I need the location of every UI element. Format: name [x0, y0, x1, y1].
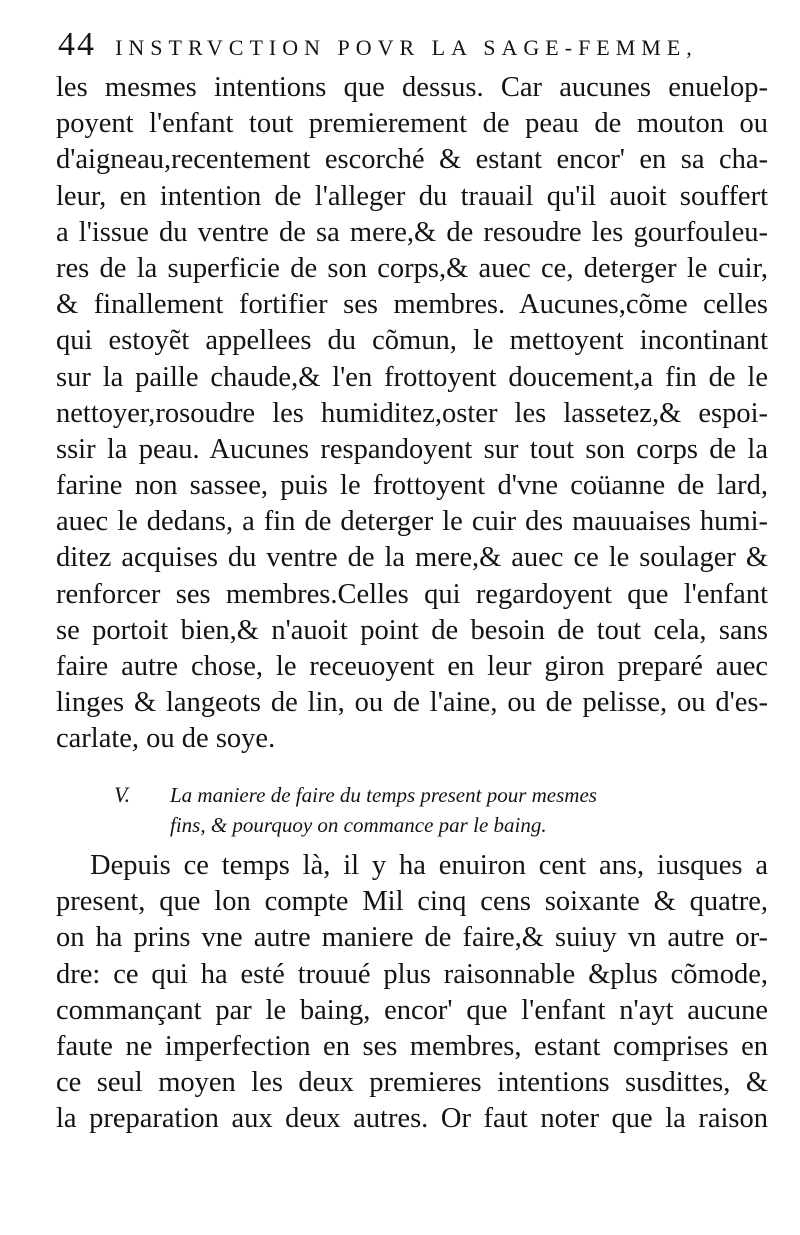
text-line: Depuis ce temps là, il y ha enuiron cent ans, iusques a: [90, 850, 768, 881]
text-line: a l'issue du ventre de sa mere,& de resoudre les gourfouleu-: [56, 216, 768, 248]
text-line: ditez acquises du ventre de la mere,& auec ce le soulager &: [56, 542, 768, 574]
text-line: present, que lon compte Mil cinq cens soixante & quatre,: [56, 886, 768, 918]
section-number: V.: [114, 782, 131, 807]
section-heading: [114, 780, 754, 840]
heading-line-1: La maniere de faire du temps present pour mesmes: [170, 783, 597, 807]
text-line: faute ne imperfection en ses membres, estant comprises en: [56, 1030, 768, 1062]
text-line: poyent l'enfant tout premierement de peau de mouton ou: [56, 108, 768, 140]
text-line: les mesmes intentions que dessus. Car aucunes enuelop-: [56, 72, 768, 103]
text-line: renforcer ses membres.Celles qui regardoyent que l'enfant: [56, 578, 768, 610]
text-line: se portoit bien,& n'auoit point de besoin de tout cela, sans: [56, 614, 768, 646]
text-line: d'aigneau,recentement escorché & estant encor' en sa cha-: [56, 144, 768, 176]
text-line: linges & langeots de lin, ou de l'aine, ou de pelisse, ou d'es-: [56, 687, 768, 719]
heading-line-2: fins, & pourquoy on commance par le baing.: [170, 813, 547, 837]
paragraph-2: [56, 848, 768, 1138]
text-line: dre: ce qui ha esté trouué plus raisonnable &plus cõmode,: [56, 958, 768, 990]
text-line: sur la paille chaude,& l'en frottoyent doucement,a fin de le: [56, 361, 768, 393]
running-title: INSTRVCTION POVR LA SAGE-FEMME,: [115, 35, 698, 60]
text-line: ssir la peau. Aucunes respandoyent sur tout son corps de la: [56, 433, 768, 465]
text-line: commançant par le baing, encor' que l'enfant n'ayt aucune: [56, 994, 768, 1026]
running-head: [58, 26, 778, 70]
text-line: & finallement fortifier ses membres. Aucunes,cõme celles: [56, 289, 768, 321]
text-line: faire autre chose, le receuoyent en leur giron preparé auec: [56, 651, 768, 682]
text-line: leur, en intention de l'alleger du trauail qu'il auoit souffert: [56, 180, 768, 212]
text-line: on ha prins vne autre maniere de faire,& suiuy vn autre or-: [56, 922, 768, 954]
text-line: nettoyer,rosoudre les humiditez,oster les lassetez,& espoi-: [56, 397, 768, 429]
text-line: carlate, ou de soye.: [56, 723, 276, 755]
text-line: res de la superficie de son corps,& auec ce, deterger le cuir,: [56, 252, 768, 284]
page-number: 44: [58, 26, 96, 63]
paragraph-1: [56, 70, 768, 758]
text-line: farine non sassee, puis le frottoyent d'vne coüanne de lard,: [56, 470, 768, 502]
text-line: qui estoyẽt appellees du cõmun, le mettoyent incontinant: [56, 325, 768, 357]
text-line: ce seul moyen les deux premieres intentions susdittes, &: [56, 1067, 768, 1099]
text-line: la preparation aux deux autres. Or faut noter que la raison: [56, 1103, 768, 1135]
text-line: auec le dedans, a fin de deterger le cuir des mauuaises humi-: [56, 506, 768, 538]
